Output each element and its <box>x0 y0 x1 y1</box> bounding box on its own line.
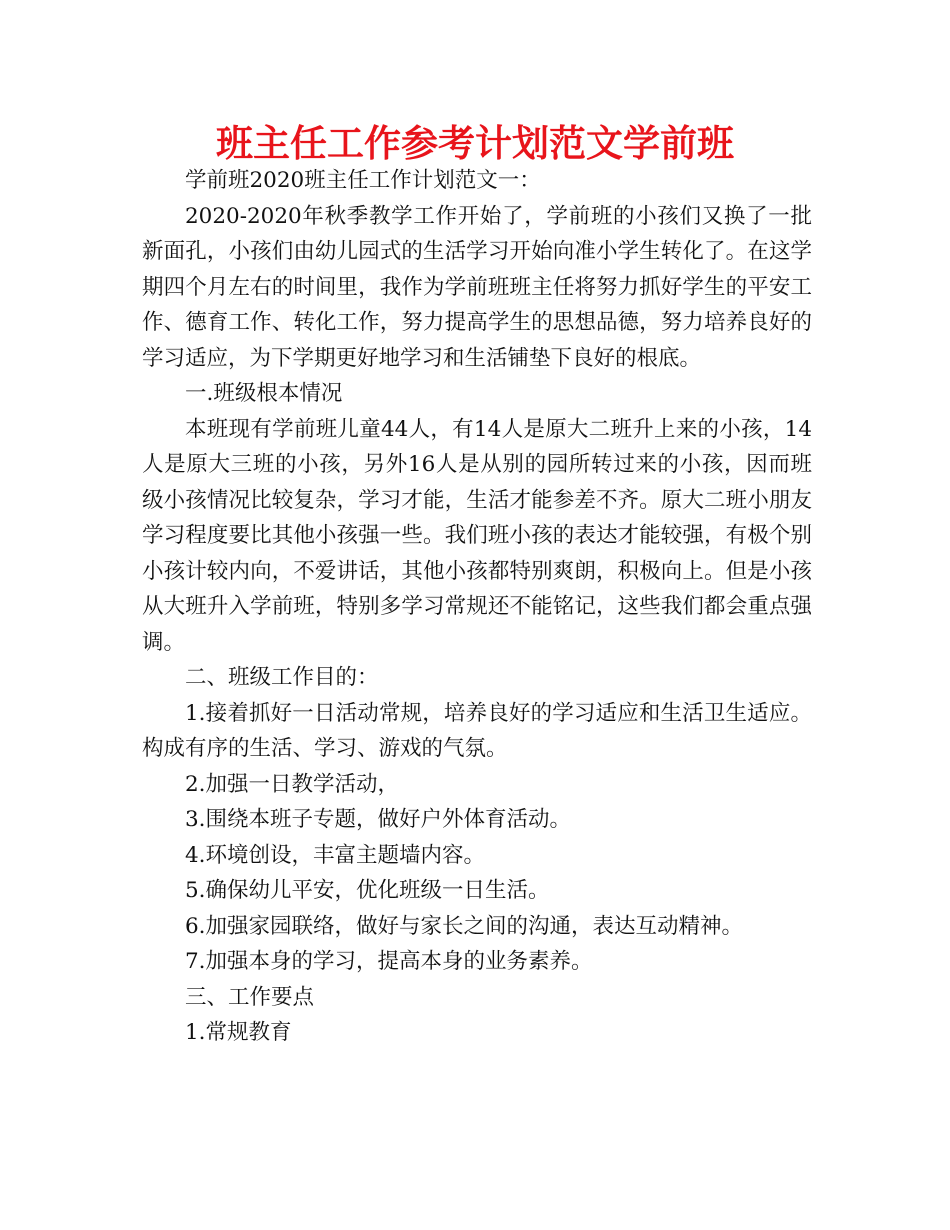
goal-item-1: 1.接着抓好一日活动常规，培养良好的学习适应和生活卫生适应。构成有序的生活、学习、游戏的气氛。 <box>142 700 812 761</box>
goal-item-7: 7.加强本身的学习，提高本身的业务素养。 <box>185 949 593 974</box>
goal-item-3: 3.围绕本班子专题，做好户外体育活动。 <box>185 807 572 832</box>
paragraph-intro: 学前班2020班主任工作计划范文一： <box>185 168 541 193</box>
work-point-1: 1.常规教育 <box>185 1020 292 1045</box>
goal-item-4: 4.环境创设，丰富主题墙内容。 <box>185 842 486 868</box>
goal-item-6: 6.加强家园联络，做好与家长之间的沟通，表达互动精神。 <box>185 913 744 939</box>
document-title: 班主任工作参考计划范文学前班 <box>216 121 734 165</box>
heading-class-goals: 二、班级工作目的： <box>185 665 379 690</box>
paragraph-class-situation: 本班现有学前班儿童44人，有14人是原大二班升上来的小孩，14人是原大三班的小孩，另外16人是从别的园所转过来的小孩，因而班级小孩情况比较复杂，学习才能，生活才能参差不齐。原大二班小朋友学习程度要比其他小孩强一些。我们班小孩的表达才能较强，有极个别小孩计较内向，不爱讲话，其他小孩都特别爽朗，积极向上。但是小孩从大班升入学前班，特别多学习常规还不能铭记，这些我们都会重点强调。 <box>142 416 812 655</box>
goal-item-2: 2.加强一日教学活动， <box>185 771 400 797</box>
document-body <box>142 163 812 1051</box>
heading-work-points: 三、工作要点 <box>185 984 315 1010</box>
paragraph-overview: 2020-2020年秋季教学工作开始了，学前班的小孩们又换了一批新面孔，小孩们由幼儿园式的生活学习开始向准小学生转化了。在这学期四个月左右的时间里，我作为学前班班主任将努力抓好学生的平安工作、德育工作、转化工作，努力提高学生的思想品德，努力培养良好的学习适应，为下学期更好地学习和生活铺垫下良好的根底。 <box>142 203 812 371</box>
goal-item-5: 5.确保幼儿平安，优化班级一日生活。 <box>185 878 550 903</box>
heading-class-situation: 一.班级根本情况 <box>185 381 343 406</box>
